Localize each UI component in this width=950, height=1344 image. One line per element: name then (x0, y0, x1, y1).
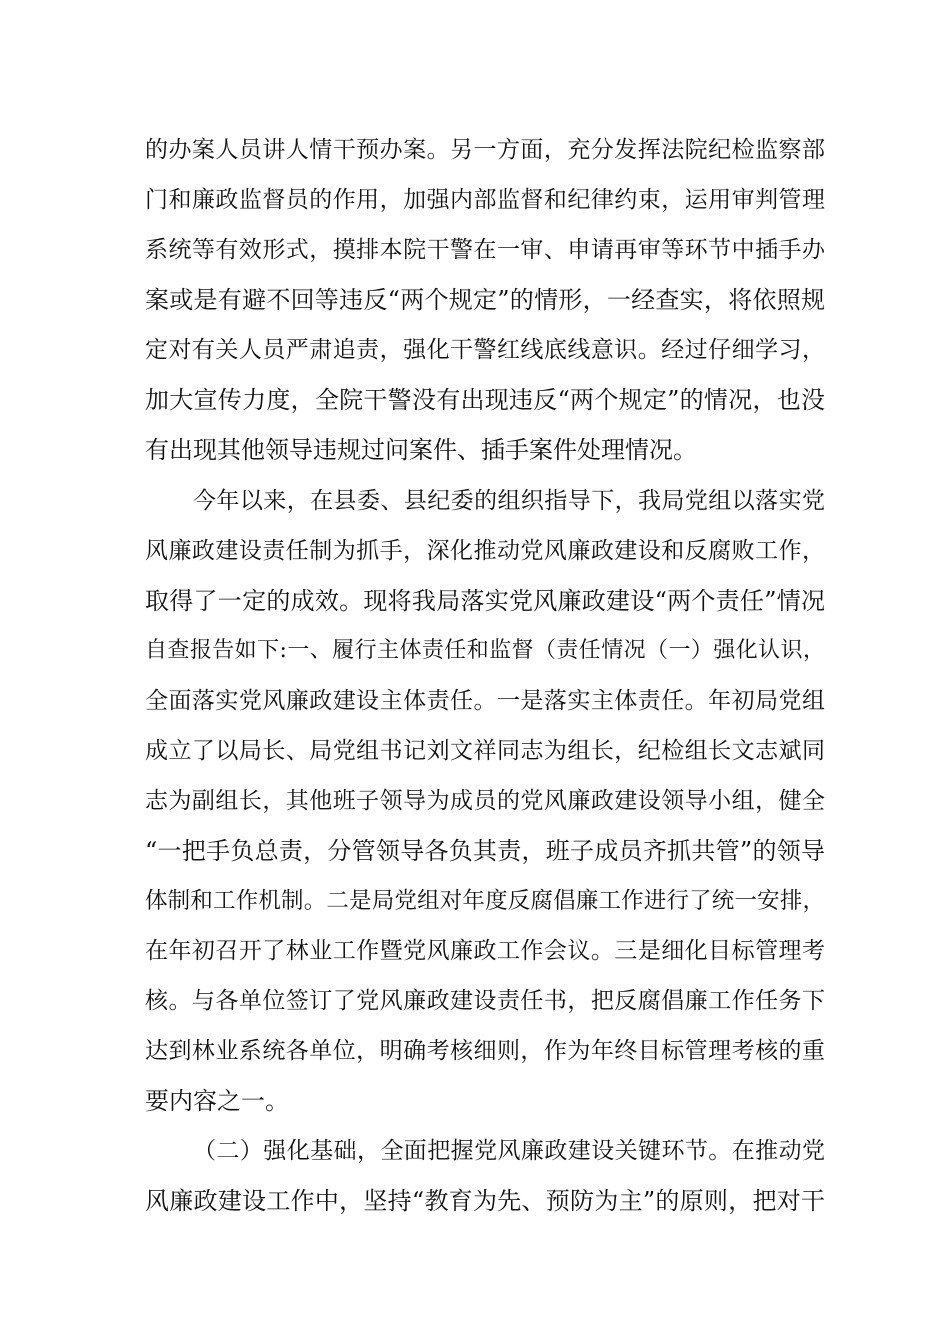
text-line: 系统等有效形式，摸排本院干警在一审、申请再审等环节中插手办 (145, 237, 825, 263)
text-line: 有出现其他领导违规过问案件、插手案件处理情况。 (145, 436, 697, 464)
text-line: 定对有关人员严肃追责，强化干警红线底线意识。经过仔细学习， (145, 337, 825, 363)
text-line: 取得了一定的成效。现将我局落实党风廉政建设“两个责任”情况 (145, 587, 825, 615)
text-line: 成立了以局长、局党组书记刘文祥同志为组长，纪检组长文志斌同 (145, 738, 825, 764)
text-line: （二）强化基础，全面把握党风廉政建设关键环节。在推动党 (193, 1138, 825, 1164)
text-line: 自查报告如下:一、履行主体责任和监督（责任情况（一）强化认识， (145, 638, 825, 663)
text-line: 全面落实党风廉政建设主体责任。一是落实主体责任。年初局党组 (145, 688, 825, 714)
text-line: 体制和工作机制。二是局党组对年度反腐倡廉工作进行了统一安排， (145, 888, 825, 914)
text-line: 今年以来，在县委、县纪委的组织指导下，我局党组以落实党 (193, 488, 825, 514)
text-line: 达到林业系统各单位，明确考核细则，作为年终目标管理考核的重 (145, 1038, 825, 1064)
text-line: 志为副组长，其他班子领导为成员的党风廉政建设领导小组，健全 (145, 788, 825, 814)
text-line: 核。与各单位签订了党风廉政建设责任书，把反腐倡廉工作任务下 (145, 988, 825, 1014)
text-line: “一把手负总责，分管领导各负其责，班子成员齐抓共管”的领导 (145, 837, 825, 865)
text-line: 案或是有避不回等违反“两个规定”的情形，一经查实，将依照规 (145, 286, 825, 314)
text-line: 门和廉政监督员的作用，加强内部监督和纪律约束，运用审判管理 (145, 187, 825, 213)
text-line: 风廉政建设工作中，坚持“教育为先、预防为主”的原则，把对干 (145, 1187, 825, 1215)
text-line: 要内容之一。 (145, 1087, 289, 1115)
text-line: 加大宣传力度，全院干警没有出现违反“两个规定”的情况，也没 (145, 386, 825, 414)
text-line: 在年初召开了林业工作暨党风廉政工作会议。三是细化目标管理考 (145, 938, 825, 964)
text-line: 风廉政建设责任制为抓手，深化推动党风廉政建设和反腐败工作， (145, 538, 825, 564)
text-line: 的办案人员讲人情干预办案。另一方面，充分发挥法院纪检监察部 (145, 137, 825, 163)
